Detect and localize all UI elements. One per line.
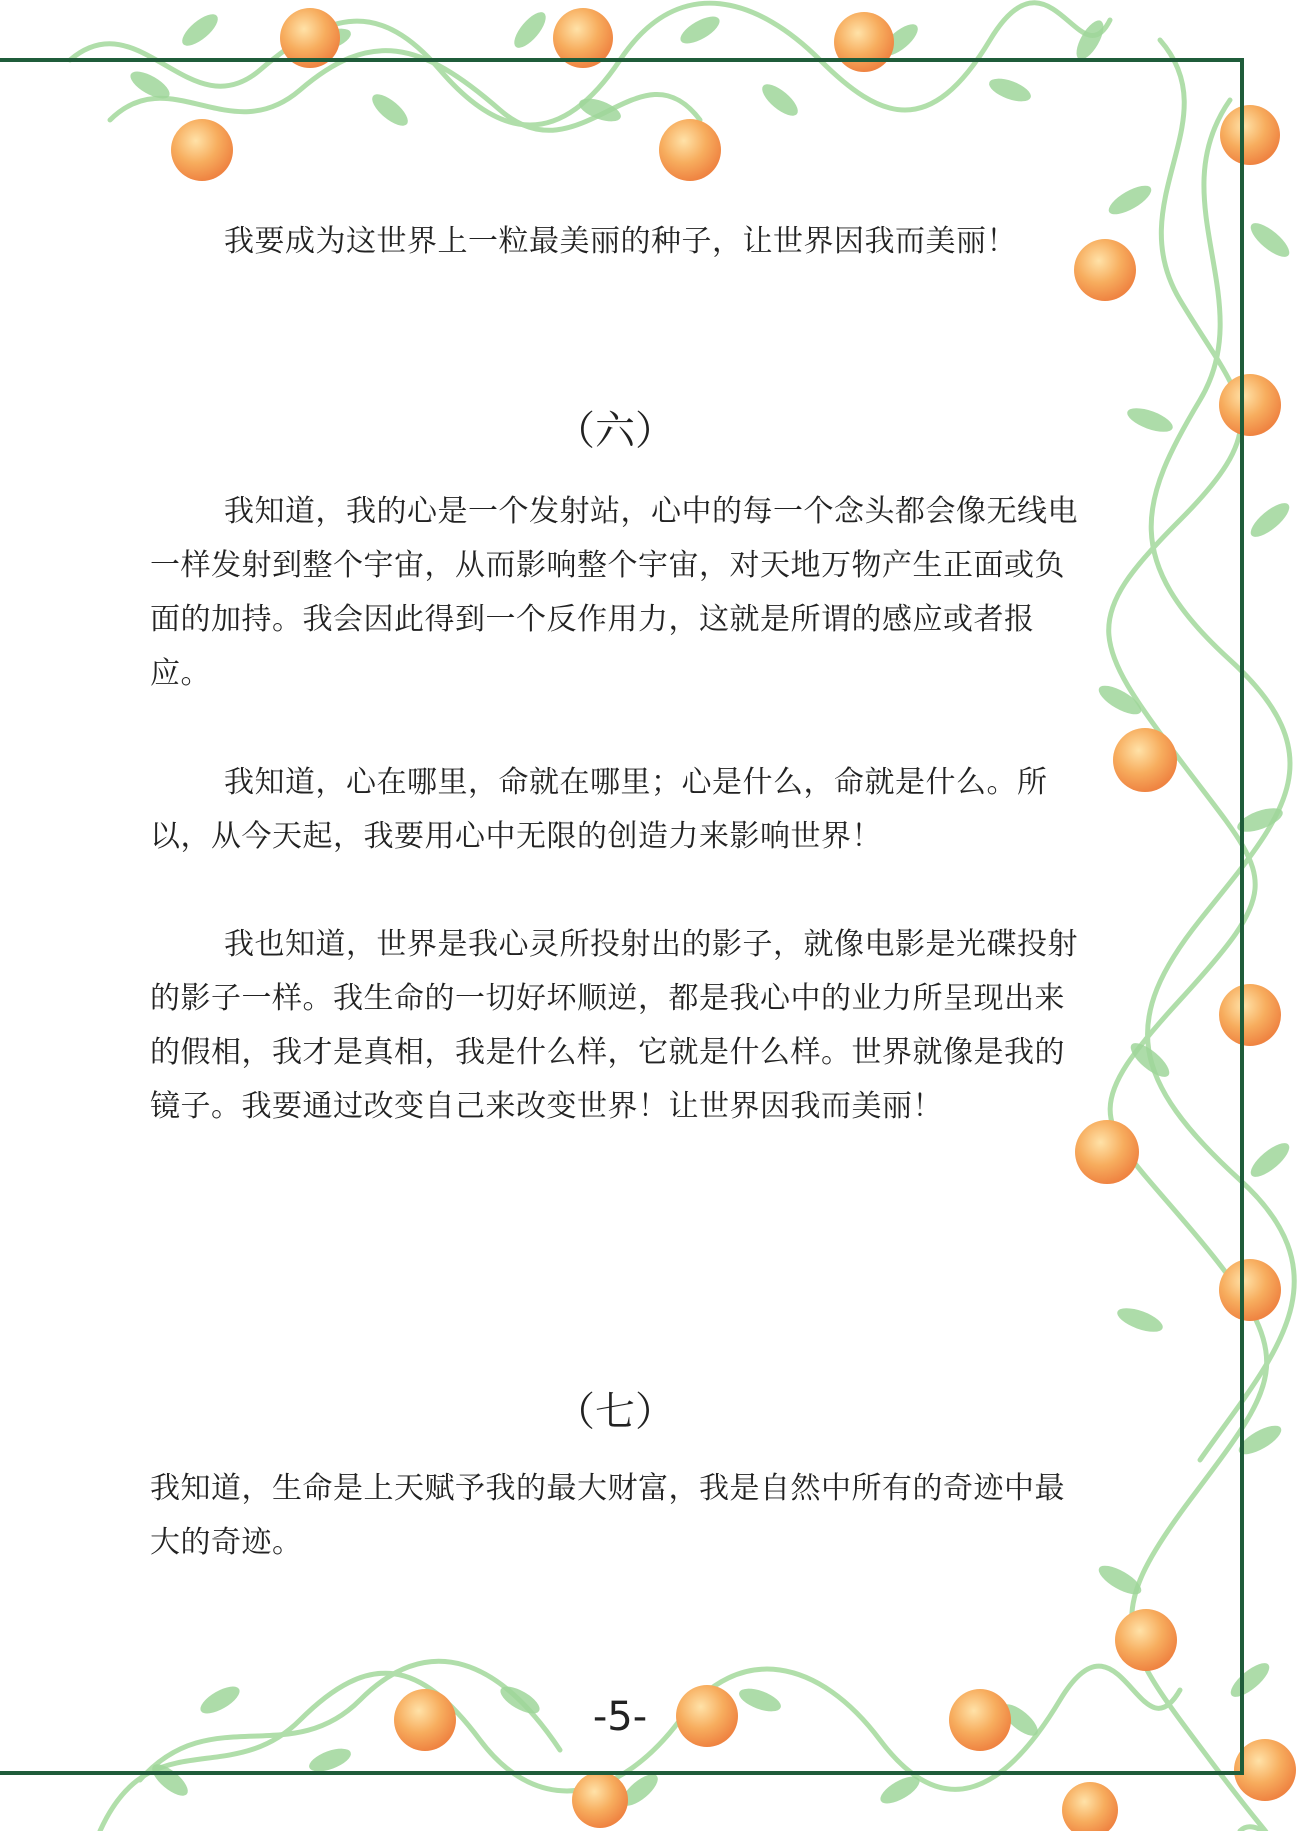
frame-border-right <box>1240 58 1244 1775</box>
page-number: -5- <box>592 1694 648 1740</box>
section-heading-seven: （七） <box>555 1389 675 1435</box>
paragraph-seed <box>150 215 1080 269</box>
section-heading-six: （六） <box>555 408 675 454</box>
frame-border-bottom <box>0 1771 1244 1775</box>
paragraph-life-wealth <box>150 1462 1080 1570</box>
paragraph-world-shadow <box>150 918 1080 1134</box>
paragraph-text: 我知道，我的心是一个发射站，心中的每一个念头都会像无线电一样发射到整个宇宙，从而影响整个宇宙，对天地万物产生正面或负面的加持。我会因此得到一个反作用力，这就是所谓的感应或者报应。 <box>150 494 1078 691</box>
paragraph-transmitter <box>150 485 1080 701</box>
paragraph-text: 我也知道，世界是我心灵所投射出的影子，就像电影是光碟投射的影子一样。我生命的一切好坏顺逆，都是我心中的业力所呈现出来的假相，我才是真相，我是什么样，它就是什么样。世界就像是我的镜子。我要通过改变自己来改变世界！让世界因我而美丽！ <box>150 927 1078 1124</box>
paragraph-text: 我要成为这世界上一粒最美丽的种子，让世界因我而美丽！ <box>224 224 1017 259</box>
paragraph-text: 我知道，生命是上天赋予我的最大财富，我是自然中所有的奇迹中最大的奇迹。 <box>150 1471 1065 1560</box>
paragraph-heart-fate <box>150 756 1080 864</box>
frame-border-top <box>0 58 1244 62</box>
paragraph-text: 我知道，心在哪里，命就在哪里；心是什么，命就是什么。所以，从今天起，我要用心中无限的创造力来影响世界！ <box>150 765 1048 854</box>
